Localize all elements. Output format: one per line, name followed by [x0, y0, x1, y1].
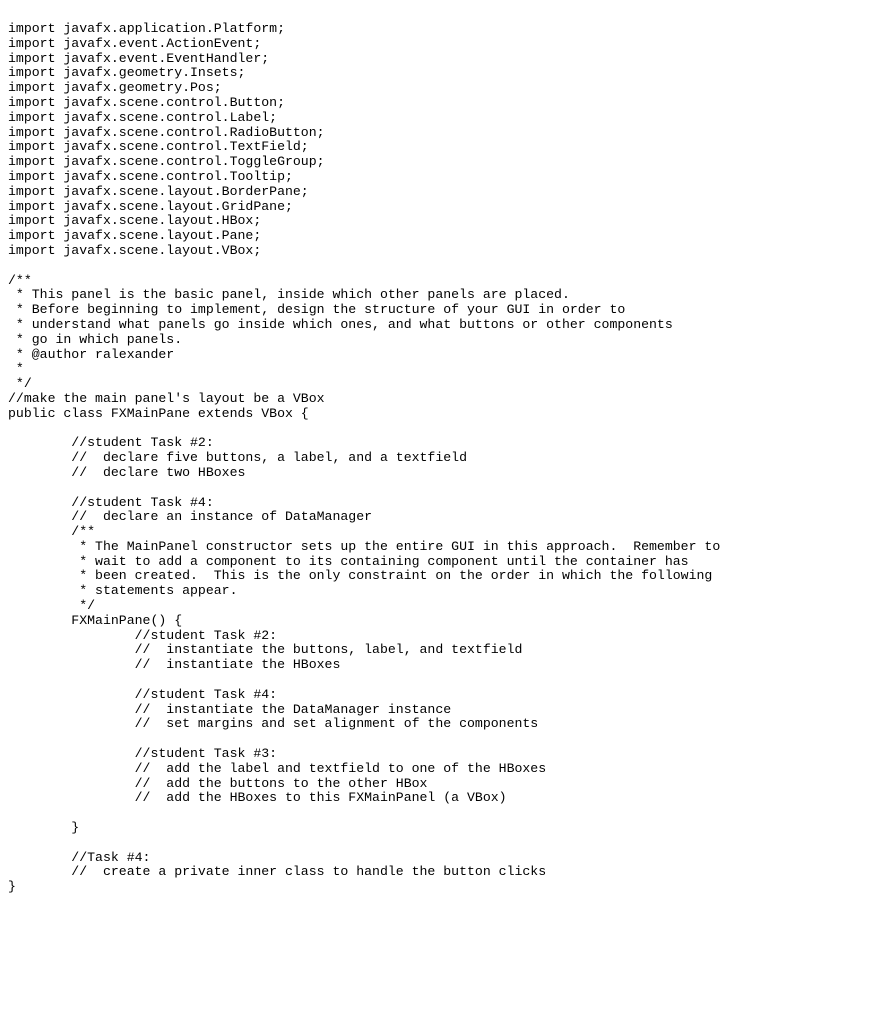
code-line: }: [8, 820, 80, 836]
code-line: import javafx.scene.control.ToggleGroup;: [8, 154, 325, 170]
code-line: [8, 422, 868, 437]
code-line: // declare an instance of DataManager: [8, 509, 373, 525]
code-line: import javafx.scene.control.Button;: [8, 94, 285, 110]
code-line: import javafx.geometry.Pos;: [8, 80, 222, 96]
code-line: // set margins and set alignment of the components: [8, 716, 539, 732]
code-line: import javafx.application.Platform;: [8, 21, 285, 36]
code-line: // declare two HBoxes: [8, 464, 246, 480]
code-line: //student Task #3:: [8, 746, 278, 762]
code-line: // add the HBoxes to this FXMainPanel (a VBox): [8, 790, 507, 806]
code-line: [8, 481, 868, 496]
code-line: import javafx.event.EventHandler;: [8, 50, 270, 66]
code-line: }: [8, 879, 16, 895]
code-line: /**: [8, 272, 32, 288]
code-line: //student Task #4:: [8, 686, 278, 702]
code-line: import javafx.scene.control.Label;: [8, 109, 278, 125]
code-line: * statements appear.: [8, 583, 238, 599]
code-line: import javafx.scene.control.Tooltip;: [8, 168, 293, 184]
code-line: FXMainPane() {: [8, 612, 183, 628]
code-line: */: [8, 598, 96, 614]
code-listing: [8, 22, 868, 895]
code-line: [8, 836, 868, 851]
code-line: import javafx.geometry.Insets;: [8, 65, 246, 81]
code-line: // instantiate the buttons, label, and textfield: [8, 642, 523, 658]
code-line: import javafx.event.ActionEvent;: [8, 35, 262, 51]
code-line: // add the label and textfield to one of the HBoxes: [8, 760, 547, 776]
code-line: *: [8, 361, 24, 377]
code-line: import javafx.scene.layout.VBox;: [8, 242, 262, 258]
code-line: * understand what panels go inside which ones, and what buttons or other components: [8, 316, 673, 332]
code-line: public class FXMainPane extends VBox {: [8, 405, 309, 421]
code-line: // declare five buttons, a label, and a textfield: [8, 450, 467, 466]
code-line: // add the buttons to the other HBox: [8, 775, 428, 791]
code-line: import javafx.scene.layout.GridPane;: [8, 198, 293, 214]
code-line: * This panel is the basic panel, inside which other panels are placed.: [8, 287, 570, 303]
code-line: // instantiate the DataManager instance: [8, 701, 452, 717]
code-line: * @author ralexander: [8, 346, 175, 362]
code-line: //student Task #4:: [8, 494, 214, 510]
code-line: [8, 259, 868, 274]
code-line: * The MainPanel constructor sets up the entire GUI in this approach. Remember to: [8, 538, 721, 554]
code-line: [8, 732, 868, 747]
code-line: // create a private inner class to handle the button clicks: [8, 864, 547, 880]
code-line: import javafx.scene.layout.BorderPane;: [8, 183, 309, 199]
code-line: * been created. This is the only constraint on the order in which the following: [8, 568, 713, 584]
code-line: * wait to add a component to its containing component until the container has: [8, 553, 689, 569]
code-line: * go in which panels.: [8, 331, 183, 347]
code-line: import javafx.scene.layout.HBox;: [8, 213, 262, 229]
code-line: */: [8, 376, 32, 392]
code-line: //student Task #2:: [8, 435, 214, 451]
code-line: import javafx.scene.control.RadioButton;: [8, 124, 325, 140]
code-line: //Task #4:: [8, 849, 151, 865]
code-line: import javafx.scene.control.TextField;: [8, 139, 309, 155]
code-line: * Before beginning to implement, design the structure of your GUI in order to: [8, 302, 626, 318]
code-line: //student Task #2:: [8, 627, 278, 643]
code-line: //make the main panel's layout be a VBox: [8, 390, 325, 406]
code-line: /**: [8, 524, 96, 540]
code-line: [8, 806, 868, 821]
code-line: [8, 673, 868, 688]
code-line: import javafx.scene.layout.Pane;: [8, 228, 262, 244]
code-line: // instantiate the HBoxes: [8, 657, 341, 673]
